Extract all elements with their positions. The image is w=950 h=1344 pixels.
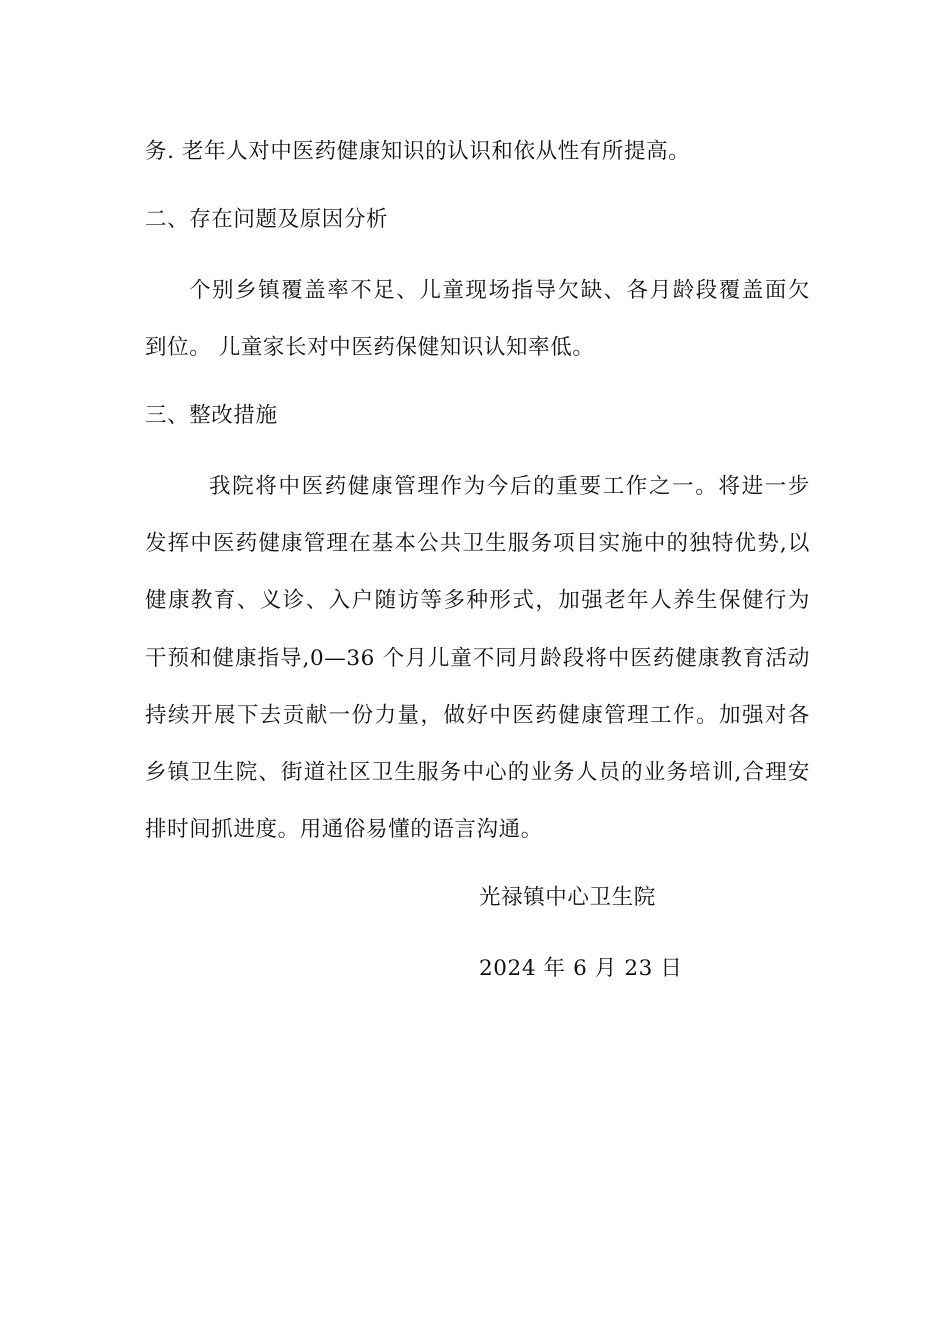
signature-date: 2024 年 6 月 23 日 bbox=[479, 956, 683, 981]
section-3-line-3: 健康教育、义诊、入户随访等多种形式，加强老年人养生保健行为 bbox=[145, 588, 810, 613]
section-2-line-2: 到位。 儿童家长对中医药保健知识认知率低。 bbox=[145, 335, 595, 360]
section-3-line-2: 发挥中医药健康管理在基本公共卫生服务项目实施中的独特优势,以 bbox=[145, 531, 810, 556]
section-3-line-7: 排时间抓进度。用通俗易懂的语言沟通。 bbox=[145, 817, 543, 842]
intro-line: 务. 老年人对中医药健康知识的认识和依从性有所提高。 bbox=[145, 139, 691, 164]
section-3-line-5: 持续开展下去贡献一份力量，做好中医药健康管理工作。加强对各 bbox=[145, 703, 810, 728]
section-3-line-6: 乡镇卫生院、街道社区卫生服务中心的业务人员的业务培训,合理安 bbox=[145, 760, 810, 785]
section-2-heading: 二、存在问题及原因分析 bbox=[145, 207, 389, 232]
section-2-line-1: 个别乡镇覆盖率不足、儿童现场指导欠缺、各月龄段覆盖面欠 bbox=[189, 278, 810, 303]
section-3-heading: 三、整改措施 bbox=[145, 403, 278, 428]
section-3-line-1: 我院将中医药健康管理作为今后的重要工作之一。将进一步 bbox=[209, 474, 810, 499]
section-3-line-4: 干预和健康指导,0—36 个月儿童不同月龄段将中医药健康教育活动 bbox=[145, 646, 810, 671]
signature-organization: 光禄镇中心卫生院 bbox=[479, 885, 656, 910]
